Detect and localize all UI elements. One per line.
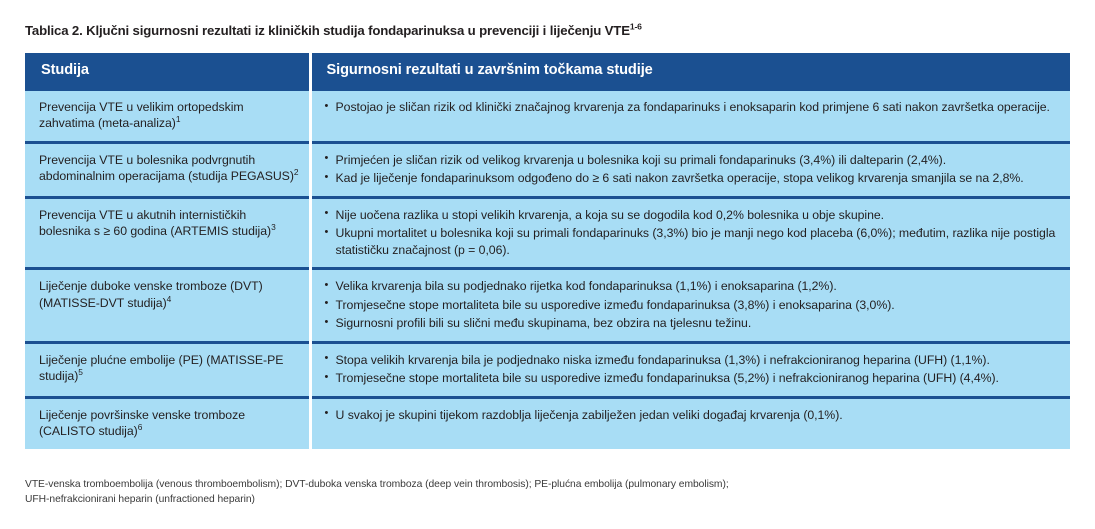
results-bullet-item: • Tromjesečne stope mortaliteta bile su usporedive između fondaparinuksa (3,8%) i enoksaparina (3,0%). xyxy=(325,297,1061,313)
table-row xyxy=(25,269,1070,342)
footnote-line-1: VTE-venska tromboembolija (venous thromboembolism); DVT-duboka venska tromboza (deep vein thrombosis); PE-plućna embolija (pulmonary embolism); xyxy=(25,479,729,490)
cell-study xyxy=(25,269,310,342)
cell-results xyxy=(310,197,1070,268)
results-bullet-item: • Primjećen je sličan rizik od velikog krvarenja u bolesnika koji su primali fondaparinuks (3,4%) ili dalteparin (2,4%). xyxy=(325,152,1061,168)
results-bullet-item: • Kad je liječenje fondaparinuksom odgođeno do ≥ 6 sati nakon završetka operacije, stopa velikog krvarenja smanjila se na 2,8%. xyxy=(325,170,1061,186)
results-bullet-item: • Postojao je sličan rizik od klinički značajnog krvarenja za fondaparinuks i enoksaparin kod primjene 6 sati nakon završetka operacije. xyxy=(325,99,1061,115)
table-footnote xyxy=(25,478,1070,508)
safety-results-table xyxy=(25,53,1070,449)
results-bullet-list xyxy=(325,152,1061,187)
cell-study xyxy=(25,342,310,397)
cell-results xyxy=(310,342,1070,397)
cell-results xyxy=(310,397,1070,448)
study-label: Liječenje površinske venske tromboze (CALISTO studija) xyxy=(39,407,245,439)
page-title-text: Tablica 2. Ključni sigurnosni rezultati iz kliničkih studija fondaparinuksa u prevenciji i liječenju VTE xyxy=(25,23,630,38)
results-bullet-item: • Tromjesečne stope mortaliteta bile su usporedive između fondaparinuksa (5,2%) i nefrakcioniranog heparina (UFH) (4,4%). xyxy=(325,370,1061,386)
cell-results xyxy=(310,90,1070,143)
study-reference-superscript: 1 xyxy=(175,114,181,125)
results-bullet-list xyxy=(325,352,1061,387)
table-row xyxy=(25,142,1070,197)
page-title-superscript: 1-6 xyxy=(629,21,642,32)
study-label: Prevencija VTE u bolesnika podvrgnutih abdominalnim operacijama (studija PEGASUS) xyxy=(39,152,294,184)
cell-study xyxy=(25,397,310,448)
results-bullet-item: • Ukupni mortalitet u bolesnika koji su primali fondaparinuks (3,3%) bio je manji nego kod placeba (6,0%); međutim, razlika nije postigla statističku značajnost (p = 0,06). xyxy=(325,225,1061,258)
results-bullet-item: • Stopa velikih krvarenja bila je podjednako niska između fondaparinuksa (1,3%) i nefrakcioniranog heparina (UFH) (1,1%). xyxy=(325,352,1061,368)
study-label: Prevencija VTE u akutnih internističkih bolesnika s ≥ 60 godina (ARTEMIS studija) xyxy=(39,207,272,239)
results-bullet-item: • U svakoj je skupini tijekom razdoblja liječenja zabilježen jedan veliki događaj krvarenja (0,1%). xyxy=(325,407,1061,423)
table-head xyxy=(25,53,1070,90)
study-reference-superscript: 2 xyxy=(293,167,299,178)
results-bullet-item: • Nije uočena razlika u stopi velikih krvarenja, a koja su se dogodila kod 0,2% bolesnika u obje skupine. xyxy=(325,207,1061,223)
study-label: Liječenje duboke venske tromboze (DVT) (MATISSE-DVT studija) xyxy=(39,279,263,310)
results-bullet-list xyxy=(325,407,1061,423)
column-header-study: Studija xyxy=(25,53,310,90)
results-bullet-list xyxy=(325,99,1061,115)
study-label: Liječenje plućne embolije (PE) (MATISSE-PE studija) xyxy=(39,352,284,384)
cell-results xyxy=(310,142,1070,197)
table-body xyxy=(25,90,1070,449)
study-reference-superscript: 3 xyxy=(271,222,276,233)
table-row xyxy=(25,197,1070,268)
study-label: Prevencija VTE u velikim ortopedskim zahvatima (meta-analiza) xyxy=(39,100,244,131)
study-reference-superscript: 4 xyxy=(166,293,172,304)
cell-study xyxy=(25,197,310,268)
column-header-results: Sigurnosni rezultati u završnim točkama studije xyxy=(310,53,1070,90)
table-row xyxy=(25,397,1070,448)
results-bullet-list xyxy=(325,207,1061,258)
table-row xyxy=(25,342,1070,397)
cell-study xyxy=(25,142,310,197)
cell-study xyxy=(25,90,310,143)
page-title xyxy=(25,23,642,38)
results-bullet-list xyxy=(325,278,1061,331)
study-reference-superscript: 5 xyxy=(78,367,83,378)
results-bullet-item: • Velika krvarenja bila su podjednako rijetka kod fondaparinuksa (1,1%) i enoksaparina (1,2%). xyxy=(325,278,1061,294)
table-header-row xyxy=(25,53,1070,90)
study-reference-superscript: 6 xyxy=(137,422,143,432)
table-row xyxy=(25,90,1070,143)
footnote-line-2: UFH-nefrakcionirani heparin (unfractioned heparin) xyxy=(25,493,255,505)
cell-results xyxy=(310,269,1070,342)
results-bullet-item: • Sigurnosni profili bili su slični među skupinama, bez obzira na tjelesnu težinu. xyxy=(325,315,1061,331)
